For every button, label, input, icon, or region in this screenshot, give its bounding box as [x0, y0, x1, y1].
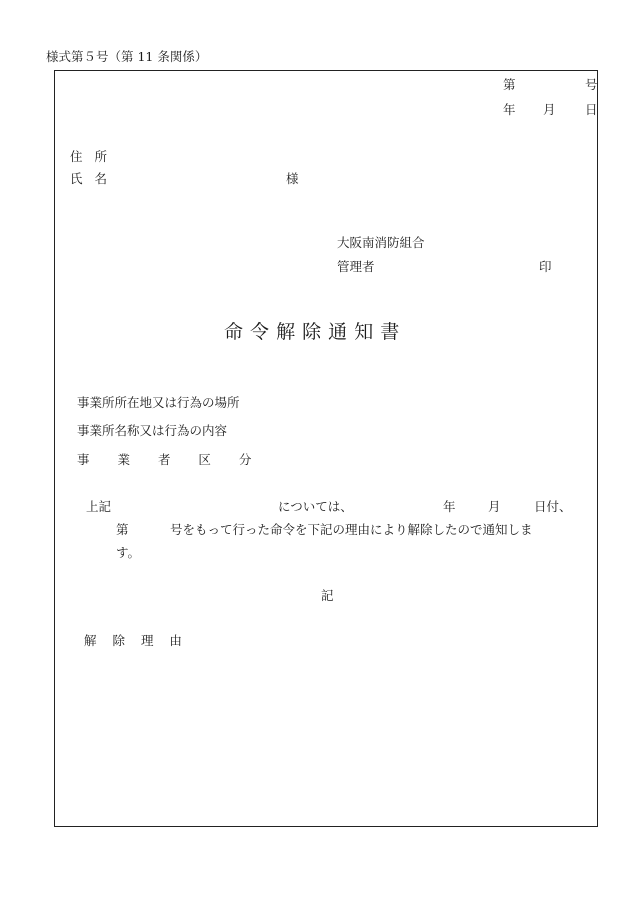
document-title: 命 令 解 除 通 知 書	[224, 321, 400, 343]
document-number-prefix: 第	[503, 77, 516, 92]
field-operator-class-label: 事 業 者 区 分	[77, 452, 252, 467]
body-year: 年	[443, 499, 456, 514]
field-business-name-label: 事業所名称又は行為の内容	[77, 423, 228, 438]
issuer-role: 管理者	[337, 259, 375, 274]
seal-mark: 印	[539, 259, 552, 274]
body-line2: 号をもって行った命令を下記の理由により解除したので通知しま	[170, 522, 533, 537]
form-frame	[54, 70, 598, 827]
body-number-prefix: 第	[116, 522, 129, 537]
field-location-label: 事業所所在地又は行為の場所	[77, 395, 240, 410]
body-line3: す。	[116, 545, 141, 560]
form-label: 様式第５号（第 11 条関係）	[46, 49, 208, 64]
body-regarding: については、	[278, 499, 353, 514]
date-month-label: 月	[543, 102, 556, 117]
body-month: 月	[488, 499, 501, 514]
date-year-label: 年	[503, 102, 516, 117]
document-number-suffix: 号	[585, 77, 598, 92]
date-day-label: 日	[585, 102, 598, 117]
reason-label: 解 除 理 由	[84, 633, 182, 648]
address-label: 住 所	[70, 149, 107, 164]
note-heading: 記	[321, 588, 334, 603]
honorific: 様	[286, 171, 299, 186]
name-label: 氏 名	[70, 171, 107, 186]
body-day-dated: 日付、	[534, 499, 572, 514]
issuer-organization: 大阪南消防組合	[337, 235, 425, 250]
body-above-mentioned: 上記	[86, 499, 112, 514]
